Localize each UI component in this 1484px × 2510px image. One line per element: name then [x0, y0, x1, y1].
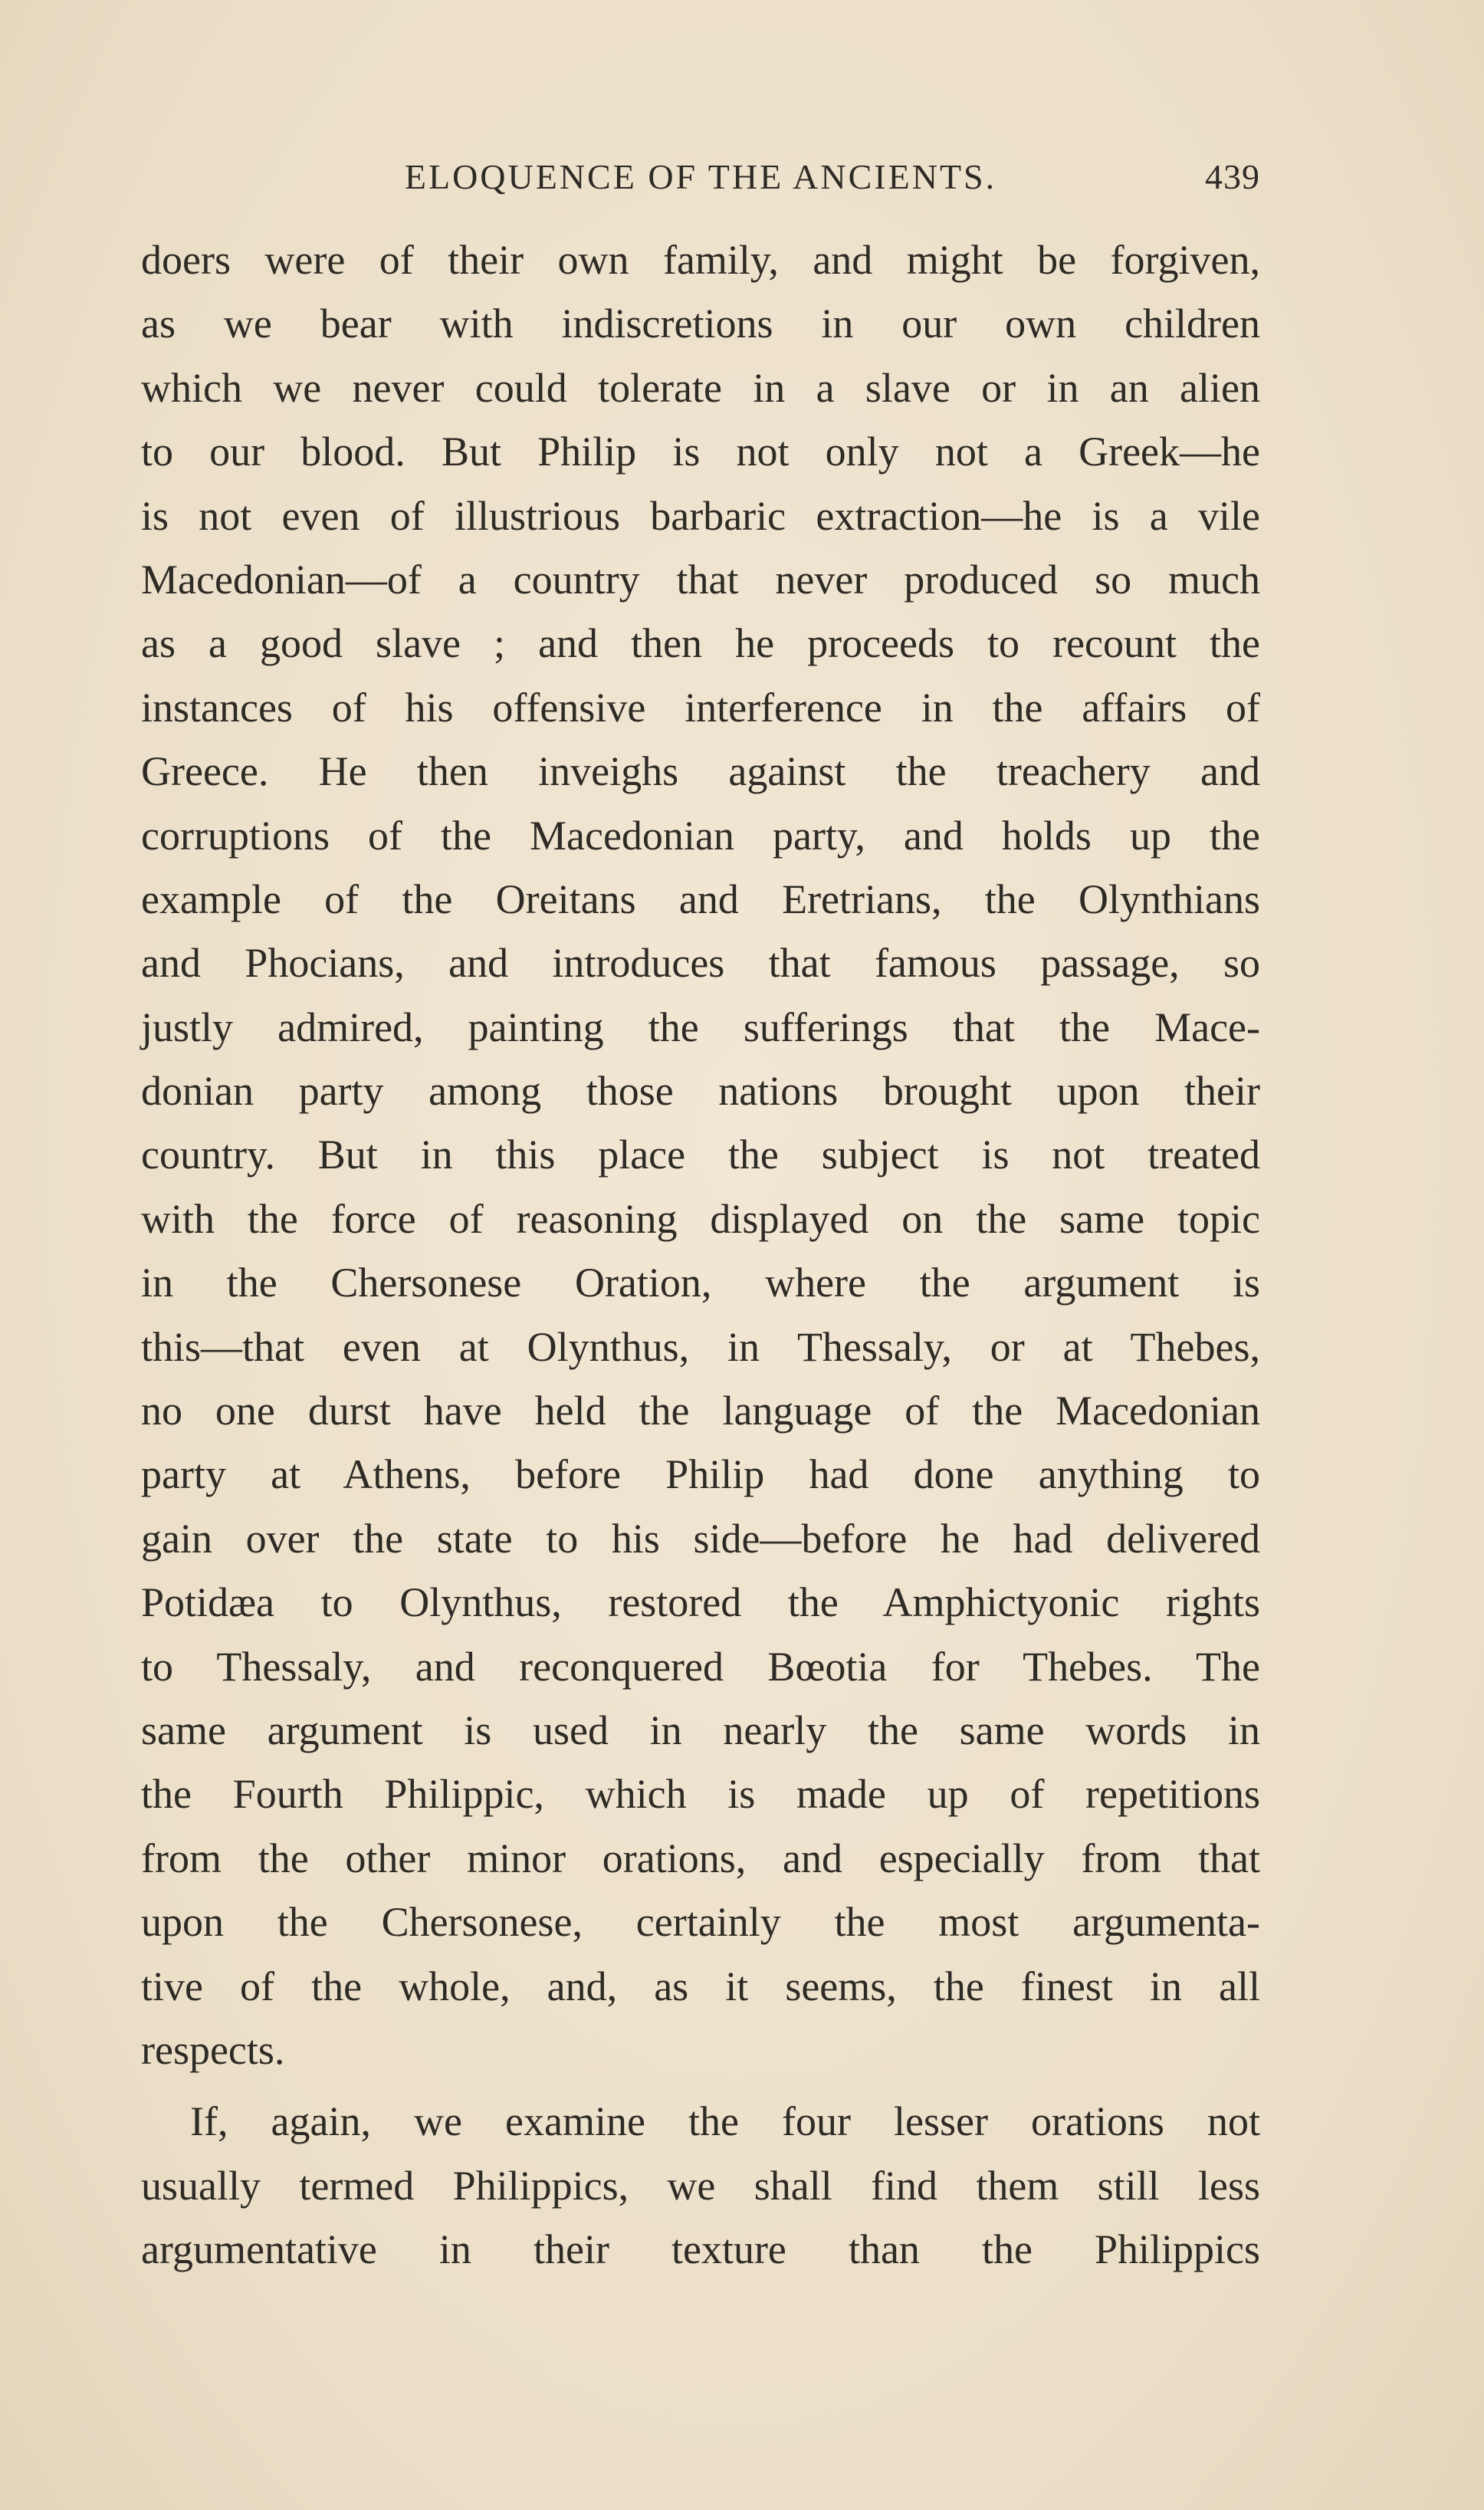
text-line: Potidæa to Olynthus, restored the Amphictyonic rights — [141, 1579, 1260, 1626]
text-line: as a good slave ; and then he proceeds to recount the — [141, 620, 1260, 667]
text-line: If, again, we examine the four lesser orations not — [190, 2098, 1260, 2145]
text-line: instances of his offensive interference in the affairs of — [141, 684, 1260, 731]
text-line: example of the Oreitans and Eretrians, the Olynthians — [141, 876, 1260, 922]
paragraph-gap — [141, 2082, 1260, 2090]
text-line: in the Chersonese Oration, where the argument is — [141, 1260, 1260, 1306]
text-line: with the force of reasoning displayed on the same topic — [141, 1195, 1260, 1242]
page-number: 439 — [1205, 157, 1260, 196]
text-line: justly admired, painting the sufferings that the Mace- — [141, 1004, 1260, 1050]
text-line: to Thessaly, and reconquered Bœotia for Thebes. The — [141, 1643, 1260, 1690]
text-line: corruptions of the Macedonian party, and holds up the — [141, 812, 1260, 859]
text-line: which we never could tolerate in a slave or in an alien — [141, 364, 1260, 411]
text-line: country. But in this place the subject is not treated — [141, 1132, 1260, 1178]
text-line: and Phocians, and introduces that famous passage, so — [141, 940, 1260, 987]
text-line: Macedonian—of a country that never produced so much — [141, 556, 1260, 603]
running-head — [141, 156, 1260, 202]
text-line: same argument is used in nearly the same words in — [141, 1707, 1260, 1753]
running-title: ELOQUENCE OF THE ANCIENTS. — [404, 157, 997, 196]
text-line: to our blood. But Philip is not only not a Greek—he — [141, 429, 1260, 475]
text-line: the Fourth Philippic, which is made up of repetitions — [141, 1771, 1260, 1818]
text-line: gain over the state to his side—before he had delivered — [141, 1515, 1260, 1562]
text-line: respects. — [141, 2026, 285, 2073]
text-line: is not even of illustrious barbaric extraction—he is a vile — [141, 492, 1260, 539]
text-line: party at Athens, before Philip had done anything to — [141, 1451, 1260, 1498]
text-line: usually termed Philippics, we shall find them still less — [141, 2162, 1260, 2209]
text-line: tive of the whole, and, as it seems, the finest in all — [141, 1963, 1260, 2009]
text-line: no one durst have held the language of the Macedonian — [141, 1388, 1260, 1434]
text-line: donian party among those nations brought upon their — [141, 1068, 1260, 1115]
text-line: upon the Chersonese, certainly the most argumenta- — [141, 1899, 1260, 1946]
text-line: doers were of their own family, and might be forgiven, — [141, 237, 1260, 283]
paragraph — [141, 2090, 1260, 2282]
text-line: from the other minor orations, and especially from that — [141, 1835, 1260, 1881]
text-line: Greece. He then inveighs against the treachery and — [141, 748, 1260, 795]
body-text — [141, 228, 1260, 2282]
text-line: this—that even at Olynthus, in Thessaly, or at Thebes, — [141, 1323, 1260, 1370]
text-line: argumentative in their texture than the Philippics — [141, 2226, 1260, 2273]
paragraph — [141, 228, 1260, 2082]
text-line: as we bear with indiscretions in our own children — [141, 301, 1260, 347]
